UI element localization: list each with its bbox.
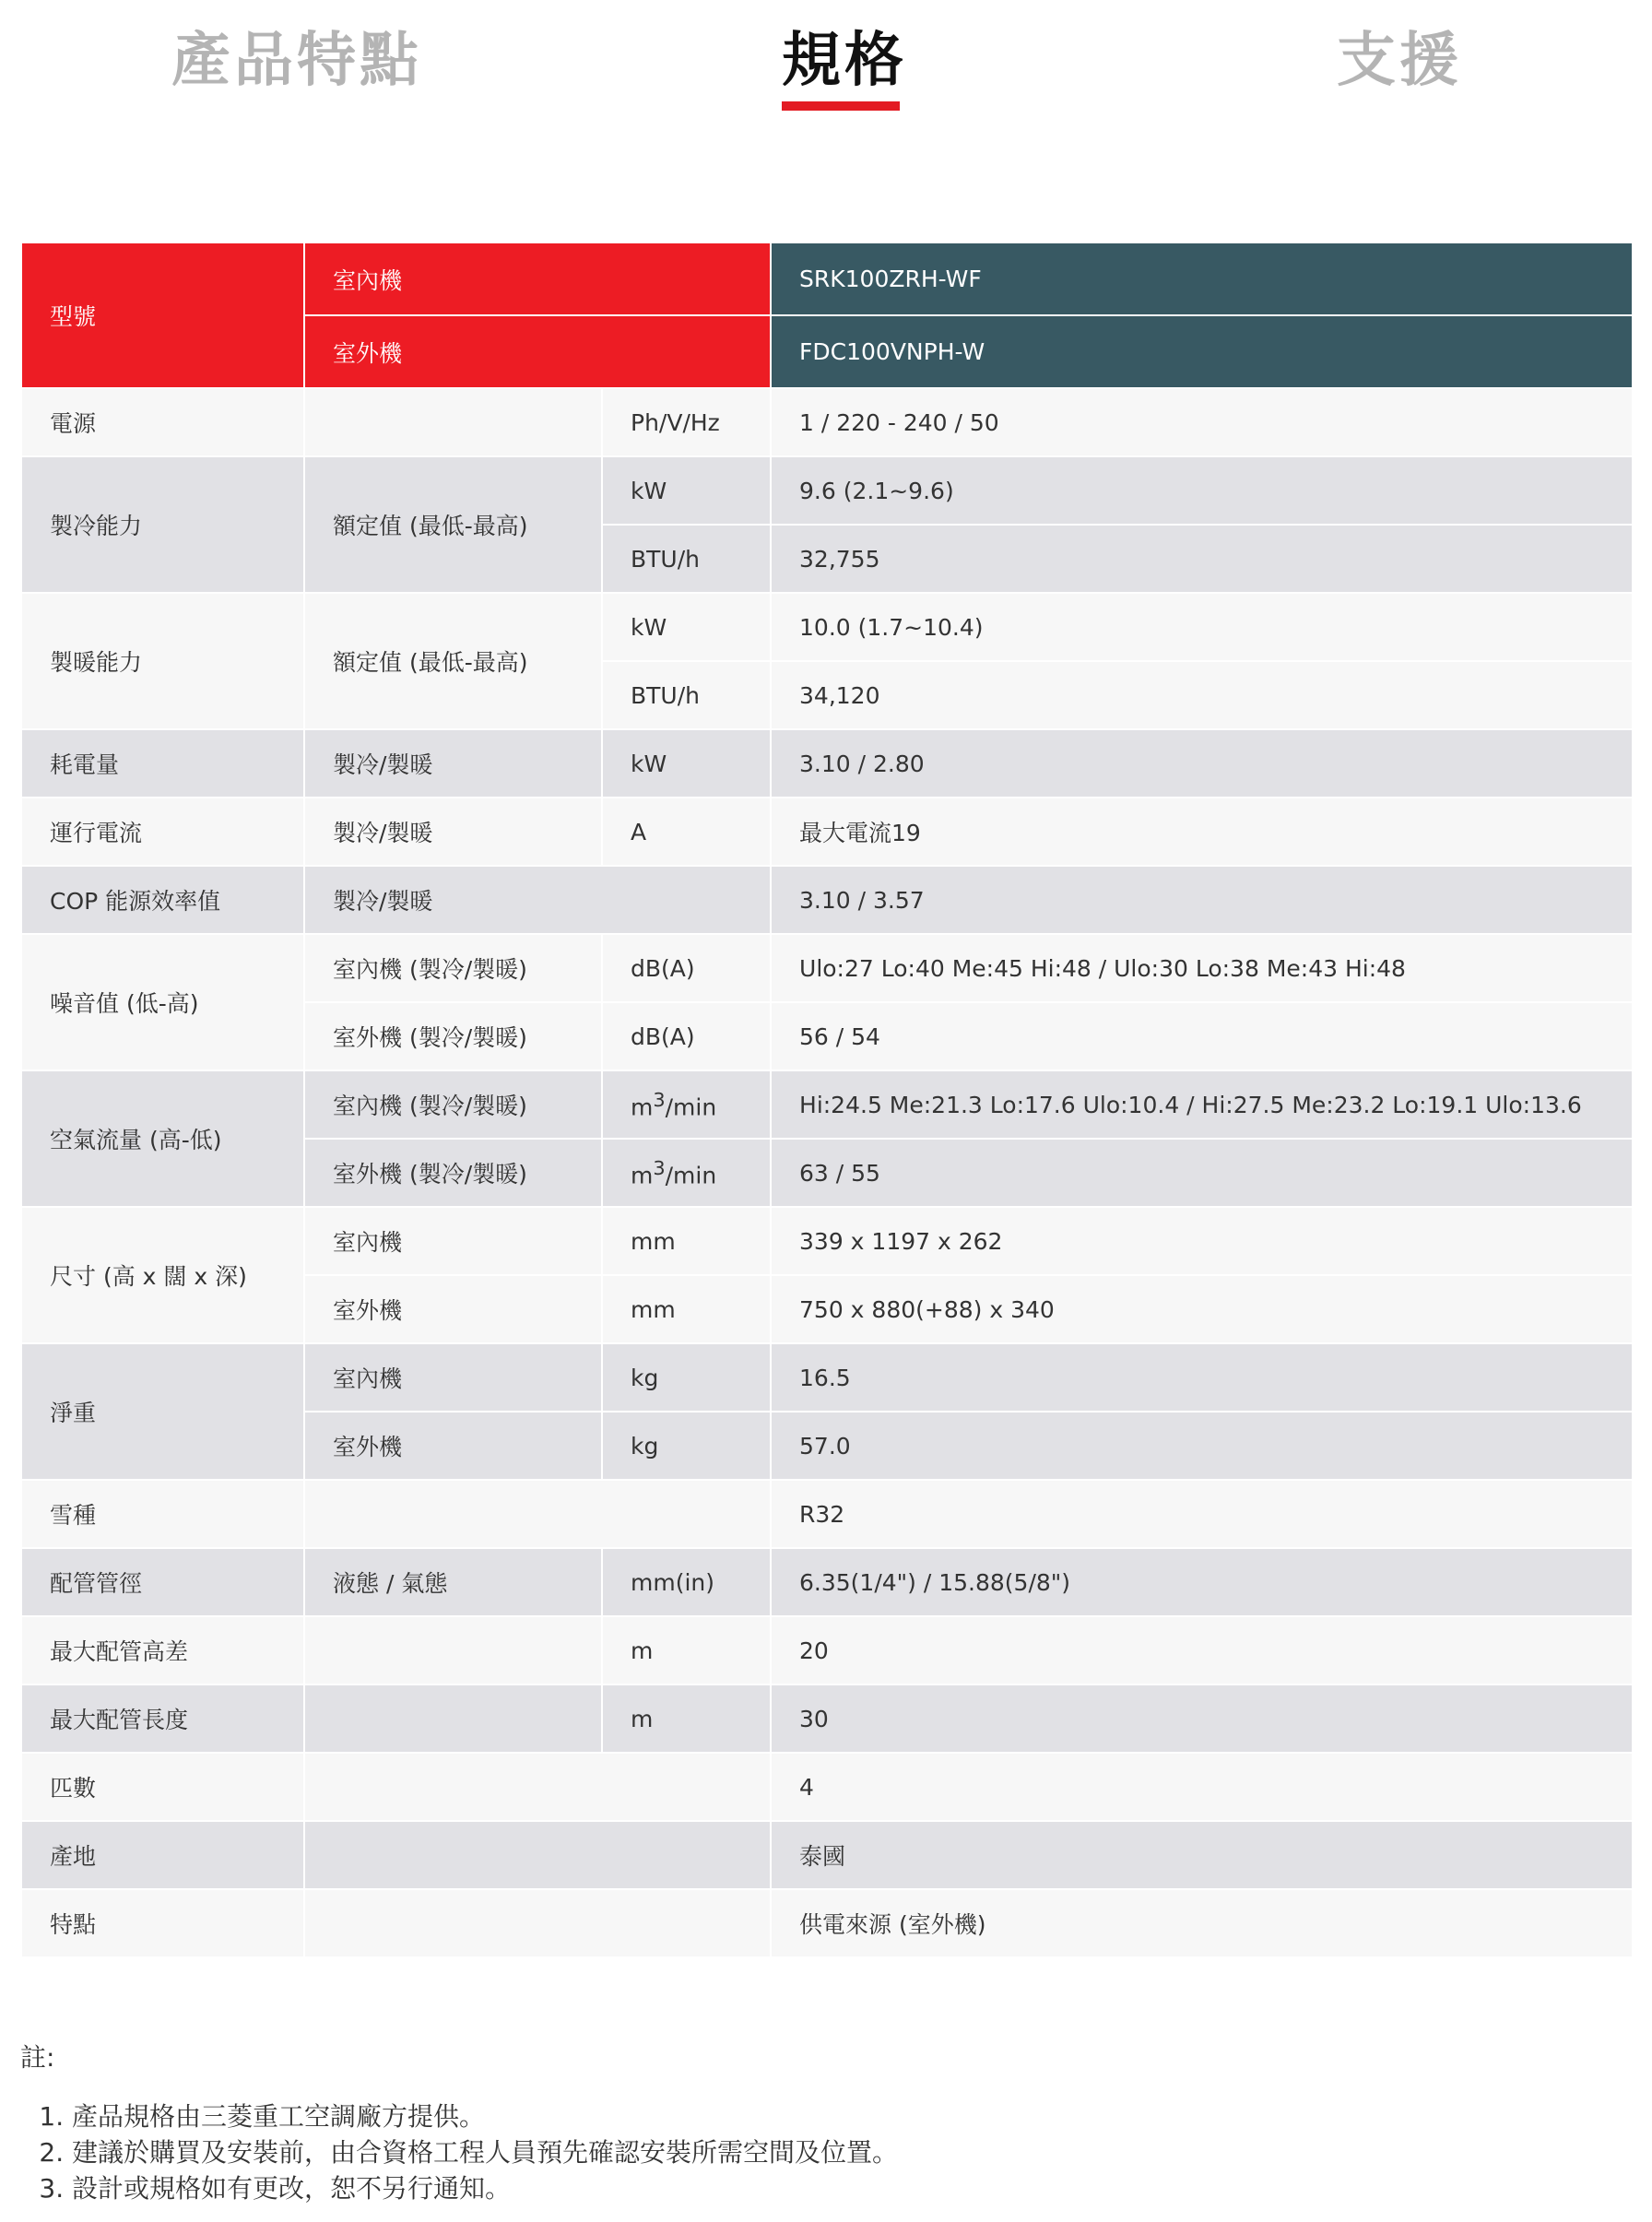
table-row <box>21 242 1633 315</box>
spec-label: 最大配管高差 <box>21 1616 304 1684</box>
note-item: 3. 設計或規格如有更改，恕不另行通知。 <box>72 2170 898 2206</box>
spec-unit: mm <box>602 1207 771 1275</box>
spec-sub-label <box>304 1753 771 1821</box>
spec-unit: BTU/h <box>602 525 771 593</box>
tab-specs[interactable]: 規格 <box>782 27 907 95</box>
spec-unit: $m^3/\min$ <box>602 1139 771 1207</box>
spec-value: Ulo:27 Lo:40 Me:45 Hi:48 / Ulo:30 Lo:38 Me:43 Hi:48 <box>771 934 1633 1002</box>
spec-label: 耗電量 <box>21 729 304 798</box>
spec-label: 匹數 <box>21 1753 304 1821</box>
spec-value: 6.35(1/4") / 15.88(5/8") <box>771 1548 1633 1616</box>
table-row <box>21 1070 1633 1139</box>
table-row <box>21 1343 1633 1412</box>
spec-label: 噪音值 (低-高) <box>21 934 304 1070</box>
spec-unit: kg <box>602 1412 771 1480</box>
spec-unit: kW <box>602 729 771 798</box>
spec-unit: kg <box>602 1343 771 1412</box>
spec-value: 供電來源 (室外機) <box>771 1889 1633 1957</box>
spec-value: 63 / 55 <box>771 1139 1633 1207</box>
spec-sub-label: 室內機 (製冷/製暖) <box>304 934 602 1002</box>
table-row <box>21 934 1633 1002</box>
tab-bar <box>0 0 1652 129</box>
spec-value: 57.0 <box>771 1412 1633 1480</box>
spec-unit: m <box>602 1616 771 1684</box>
spec-label: 電源 <box>21 388 304 456</box>
spec-sub-label <box>304 1480 771 1548</box>
spec-unit: mm(in) <box>602 1548 771 1616</box>
table-row <box>21 388 1633 456</box>
spec-value: 20 <box>771 1616 1633 1684</box>
spec-label: 運行電流 <box>21 798 304 866</box>
spec-label: 配管管徑 <box>21 1548 304 1616</box>
spec-sub-label: 室內機 <box>304 1207 602 1275</box>
spec-sub-label <box>304 1889 771 1957</box>
spec-label: 製暖能力 <box>21 593 304 729</box>
spec-sub-label: 室外機 (製冷/製暖) <box>304 1002 602 1070</box>
spec-sub-label <box>304 388 602 456</box>
spec-sub-label: 室內機 <box>304 1343 602 1412</box>
spec-label: 製冷能力 <box>21 456 304 593</box>
table-row <box>21 1889 1633 1957</box>
spec-value: 10.0 (1.7~10.4) <box>771 593 1633 661</box>
spec-unit: dB(A) <box>602 934 771 1002</box>
table-row <box>21 1616 1633 1684</box>
spec-sub-label: 室外機 (製冷/製暖) <box>304 1139 602 1207</box>
tab-support[interactable]: 支援 <box>1337 27 1462 95</box>
spec-value: 泰國 <box>771 1821 1633 1889</box>
spec-label: 淨重 <box>21 1343 304 1480</box>
tab-features[interactable]: 產品特點 <box>171 27 422 95</box>
table-row <box>21 729 1633 798</box>
spec-sub-label: 室外機 <box>304 1275 602 1343</box>
note-item: 1. 產品規格由三菱重工空調廠方提供。 <box>72 2098 898 2134</box>
table-row <box>21 593 1633 661</box>
spec-label: 尺寸 (高 x 闊 x 深) <box>21 1207 304 1343</box>
table-row <box>21 1548 1633 1616</box>
spec-unit: m <box>602 1684 771 1753</box>
notes-title: 註: <box>20 2042 55 2073</box>
spec-value: 339 x 1197 x 262 <box>771 1207 1633 1275</box>
spec-unit: mm <box>602 1275 771 1343</box>
model-label: 型號 <box>21 242 304 388</box>
spec-label: 最大配管長度 <box>21 1684 304 1753</box>
table-row <box>21 1753 1633 1821</box>
table-row <box>21 866 1633 934</box>
spec-label: 雪種 <box>21 1480 304 1548</box>
spec-unit: kW <box>602 456 771 525</box>
spec-value: 32,755 <box>771 525 1633 593</box>
notes-section <box>20 2038 898 2206</box>
indoor-unit-label: 室內機 <box>304 242 771 315</box>
spec-value: 最大電流19 <box>771 798 1633 866</box>
spec-unit: A <box>602 798 771 866</box>
spec-sub-label <box>304 1821 771 1889</box>
notes-list <box>20 2098 898 2206</box>
spec-value: 4 <box>771 1753 1633 1821</box>
spec-sub-label <box>304 1684 602 1753</box>
spec-sub-label: 室內機 (製冷/製暖) <box>304 1070 602 1139</box>
table-row <box>21 1207 1633 1275</box>
spec-unit: Ph/V/Hz <box>602 388 771 456</box>
indoor-model-value: SRK100ZRH-WF <box>771 242 1633 315</box>
spec-value: 30 <box>771 1684 1633 1753</box>
spec-value: 16.5 <box>771 1343 1633 1412</box>
spec-sub-label: 製冷/製暖 <box>304 729 602 798</box>
table-row <box>21 1821 1633 1889</box>
spec-value: 56 / 54 <box>771 1002 1633 1070</box>
spec-sub-label <box>304 1616 602 1684</box>
spec-value: R32 <box>771 1480 1633 1548</box>
spec-value: 3.10 / 2.80 <box>771 729 1633 798</box>
table-row <box>21 1480 1633 1548</box>
spec-sub-label: 液態 / 氣態 <box>304 1548 602 1616</box>
spec-sub-label: 製冷/製暖 <box>304 798 602 866</box>
spec-value: 34,120 <box>771 661 1633 729</box>
table-row <box>21 456 1633 525</box>
outdoor-model-value: FDC100VNPH-W <box>771 315 1633 388</box>
spec-table <box>20 242 1634 1958</box>
spec-label: 空氣流量 (高-低) <box>21 1070 304 1207</box>
spec-label: COP 能源效率值 <box>21 866 304 934</box>
spec-unit: BTU/h <box>602 661 771 729</box>
spec-sub-label: 額定值 (最低-最高) <box>304 456 602 593</box>
note-item: 2. 建議於購買及安裝前，由合資格工程人員預先確認安裝所需空間及位置。 <box>72 2134 898 2170</box>
active-tab-indicator <box>782 101 900 111</box>
spec-value: Hi:24.5 Me:21.3 Lo:17.6 Ulo:10.4 / Hi:27.5 Me:23.2 Lo:19.1 Ulo:13.6 <box>771 1070 1633 1139</box>
spec-sub-label: 額定值 (最低-最高) <box>304 593 602 729</box>
outdoor-unit-label: 室外機 <box>304 315 771 388</box>
table-row <box>21 798 1633 866</box>
spec-sub-label: 製冷/製暖 <box>304 866 771 934</box>
spec-value: 1 / 220 - 240 / 50 <box>771 388 1633 456</box>
spec-value: 9.6 (2.1~9.6) <box>771 456 1633 525</box>
spec-unit: $m^3/\min$ <box>602 1070 771 1139</box>
spec-sub-label: 室外機 <box>304 1412 602 1480</box>
spec-unit: kW <box>602 593 771 661</box>
spec-label: 特點 <box>21 1889 304 1957</box>
spec-label: 產地 <box>21 1821 304 1889</box>
spec-value: 750 x 880(+88) x 340 <box>771 1275 1633 1343</box>
table-row <box>21 1684 1633 1753</box>
spec-value: 3.10 / 3.57 <box>771 866 1633 934</box>
spec-unit: dB(A) <box>602 1002 771 1070</box>
